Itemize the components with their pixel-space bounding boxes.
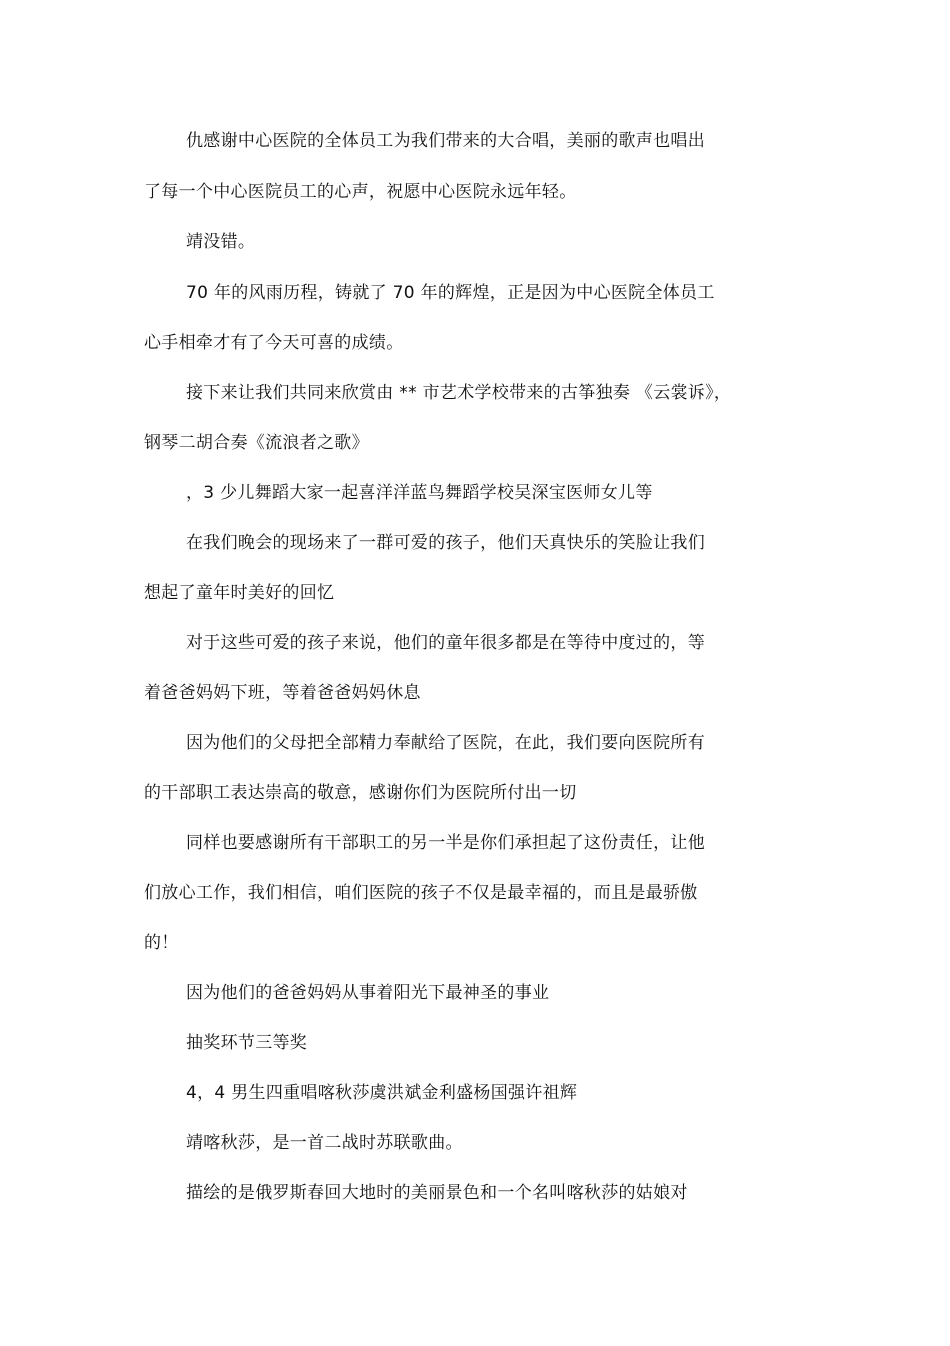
text-line: 4，4 男生四重唱喀秋莎虞洪斌金利盛杨国强许祖辉 <box>186 1083 578 1103</box>
text-line: 接下来让我们共同来欣赏由 ** 市艺术学校带来的古筝独奏 《云裳诉》， <box>186 383 732 403</box>
text-line: 抽奖环节三等奖 <box>186 1033 308 1053</box>
text-line: 描绘的是俄罗斯春回大地时的美丽景色和一个名叫喀秋莎的姑娘对 <box>186 1183 688 1203</box>
text-line: 靖喀秋莎，是一首二战时苏联歌曲。 <box>186 1133 463 1153</box>
text-line: 心手相牵才有了今天可喜的成绩。 <box>144 333 404 353</box>
text-line: 着爸爸妈妈下班，等着爸爸妈妈休息 <box>144 683 421 703</box>
text-line: 靖没错。 <box>186 232 256 252</box>
text-line: 了每一个中心医院员工的心声，祝愿中心医院永远年轻。 <box>144 182 577 202</box>
text-line: 钢琴二胡合奏《流浪者之歌》 <box>144 433 369 453</box>
text-line: 的干部职工表达崇高的敬意，感谢你们为医院所付出一切 <box>144 783 577 803</box>
text-line: 在我们晚会的现场来了一群可爱的孩子，他们天真快乐的笑脸让我们 <box>186 533 705 553</box>
text-line: ，3 少儿舞蹈大家一起喜洋洋蓝鸟舞蹈学校吴深宝医师女儿等 <box>186 483 653 503</box>
text-line: 们放心工作，我们相信，咱们医院的孩子不仅是最幸福的，而且是最骄傲 <box>144 883 698 903</box>
text-line: 70 年的风雨历程，铸就了 70 年的辉煌，正是因为中心医院全体员工 <box>186 283 715 303</box>
text-line: 因为他们的父母把全部精力奉献给了医院，在此，我们要向医院所有 <box>186 733 705 753</box>
text-line: 因为他们的爸爸妈妈从事着阳光下最神圣的事业 <box>186 983 550 1003</box>
text-line: 仇感谢中心医院的全体员工为我们带来的大合唱，美丽的歌声也唱出 <box>186 131 705 151</box>
text-line: 同样也要感谢所有干部职工的另一半是你们承担起了这份责任，让他 <box>186 833 705 853</box>
text-line: 的！ <box>144 933 179 953</box>
text-line: 对于这些可爱的孩子来说，他们的童年很多都是在等待中度过的，等 <box>186 633 705 653</box>
text-line: 想起了童年时美好的回忆 <box>144 583 335 603</box>
